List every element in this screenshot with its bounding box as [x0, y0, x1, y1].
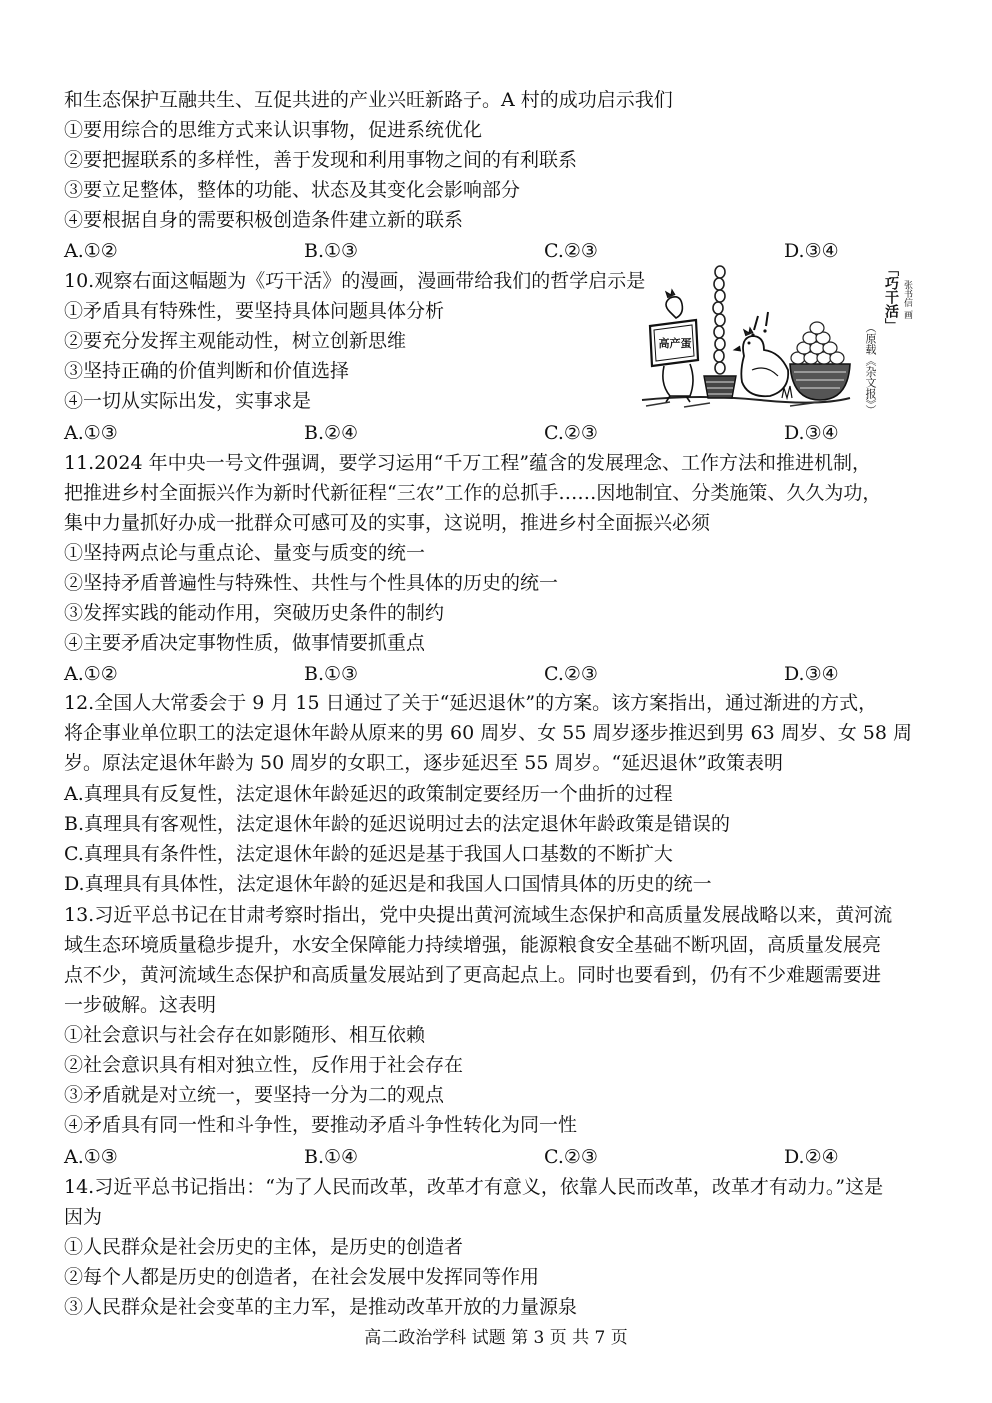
q12-stem-line-2: 将企事业单位职工的法定退休年龄从原来的男 60 周岁、女 55 周岁逐步推迟到男 63 周岁、女 58 周	[64, 722, 913, 744]
q13-statement-3: ③矛盾就是对立统一，要坚持一分为二的观点	[64, 1084, 445, 1106]
q9-option-b: B.①③	[304, 240, 359, 262]
q9-statement-3: ③要立足整体，整体的功能、状态及其变化会影响部分	[64, 179, 521, 201]
q12-option-c: C.真理具有条件性，法定退休年龄的延迟是基于我国人口基数的不断扩大	[64, 843, 673, 865]
q14-statement-3: ③人民群众是社会变革的主力军，是推动改革开放的力量源泉	[64, 1296, 578, 1318]
q10-option-c: C.②③	[544, 422, 598, 444]
q11-option-b: B.①③	[304, 663, 359, 685]
q13-statement-4: ④矛盾具有同一性和斗争性，要推动矛盾斗争性转化为同一性	[64, 1114, 578, 1136]
q9-statement-2: ②要把握联系的多样性，善于发现和利用事物之间的有利联系	[64, 149, 578, 171]
q12-stem-line-3: 岁。原法定退休年龄为 50 周岁的女职工，逐步延迟至 55 周岁。“延迟退休”政策表明	[64, 752, 783, 774]
q14-stem-line-1: 14.习近平总书记指出：“为了人民而改革，改革才有意义，依靠人民而改革，改革才有动力。”这是	[64, 1176, 884, 1198]
q13-options	[64, 1146, 928, 1168]
q10-statement-1: ①矛盾具有特殊性，要坚持具体问题具体分析	[64, 300, 445, 322]
q11-option-d: D.③④	[784, 663, 839, 685]
q9-option-c: C.②③	[544, 240, 598, 262]
q13-statement-1: ①社会意识与社会存在如影随形、相互依赖	[64, 1024, 426, 1046]
q13-option-a: A.①③	[64, 1146, 118, 1168]
q12-option-a: A.真理具有反复性，法定退休年龄延迟的政策制定要经历一个曲折的过程	[64, 783, 673, 805]
q13-stem-line-4: 一步破解。这表明	[64, 994, 217, 1016]
cartoon-source: （原载《杂文报》）	[864, 322, 877, 416]
q11-stem-line-1: 11.2024 年中央一号文件强调，要学习运用“千万工程”蕴含的发展理念、工作方法和推进机制，	[64, 452, 872, 474]
q11-stem-line-2: 把推进乡村全面振兴作为新时代新征程“三农”工作的总抓手……因地制宜、分类施策、久久为功，	[64, 482, 882, 504]
q9-option-d: D.③④	[784, 240, 839, 262]
q14-stem-line-2: 因为	[64, 1206, 103, 1228]
q11-option-a: A.①②	[64, 663, 118, 685]
q13-option-c: C.②③	[544, 1146, 598, 1168]
q11-options	[64, 663, 928, 685]
q9-options	[64, 240, 928, 262]
q12-option-d: D.真理具有具体性，法定退休年龄的延迟是和我国人口国情具体的历史的统一	[64, 873, 712, 895]
q11-option-c: C.②③	[544, 663, 598, 685]
q13-stem-line-1: 13.习近平总书记在甘肃考察时指出，党中央提出黄河流域生态保护和高质量发展战略以来，黄河流	[64, 904, 893, 926]
q14-statement-1: ①人民群众是社会历史的主体，是历史的创造者	[64, 1236, 464, 1258]
q9-statement-4: ④要根据自身的需要积极创造条件建立新的联系	[64, 209, 464, 231]
q11-statement-1: ①坚持两点论与重点论、量变与质变的统一	[64, 542, 426, 564]
q13-option-b: B.①④	[304, 1146, 359, 1168]
page-footer: 高二政治学科 试题 第 3 页 共 7 页	[364, 1328, 628, 1348]
q10-option-a: A.①③	[64, 422, 118, 444]
q13-statement-2: ②社会意识具有相对独立性，反作用于社会存在	[64, 1054, 464, 1076]
q11-statement-2: ②坚持矛盾普遍性与特殊性、共性与个性具体的历史的统一	[64, 572, 559, 594]
q14-statement-2: ②每个人都是历史的创造者，在社会发展中发挥同等作用	[64, 1266, 540, 1288]
q12-option-b: B.真理具有客观性，法定退休年龄的延迟说明过去的法定退休年龄政策是错误的	[64, 813, 731, 835]
q13-stem-line-3: 点不少，黄河流域生态保护和高质量发展站到了更高起点上。同时也要看到，仍有不少难题需要进	[64, 964, 882, 986]
q10-options	[64, 422, 928, 444]
q10-statement-4: ④一切从实际出发，实事求是	[64, 390, 312, 412]
q9-stem-continued: 和生态保护互融共生、互促共进的产业兴旺新路子。A 村的成功启示我们	[64, 89, 673, 111]
q10-statement-3: ③坚持正确的价值判断和价值选择	[64, 360, 350, 382]
q9-option-a: A.①②	[64, 240, 118, 262]
q12-stem-line-1: 12.全国人大常委会于 9 月 15 日通过了关于“延迟退休”的方案。该方案指出，通过渐进的方式，	[64, 692, 878, 714]
q10-option-d: D.③④	[784, 422, 839, 444]
q11-stem-line-3: 集中力量抓好办成一批群众可感可及的实事，这说明，推进乡村全面振兴必须	[64, 512, 711, 534]
cartoon-title: 「巧干活」	[883, 262, 899, 332]
cartoon-author: 张书信 画	[902, 280, 912, 319]
q10-stem: 10.观察右面这幅题为《巧干活》的漫画，漫画带给我们的哲学启示是	[64, 270, 646, 292]
q13-option-d: D.②④	[784, 1146, 839, 1168]
q10-statement-2: ②要充分发挥主观能动性，树立创新思维	[64, 330, 407, 352]
q10-option-b: B.②④	[304, 422, 359, 444]
q13-stem-line-2: 域生态环境质量稳步提升，水安全保障能力持续增强，能源粮食安全基础不断巩固，高质量发展亮	[64, 934, 882, 956]
cartoon-sign-text: 高产蛋	[658, 338, 692, 350]
q9-statement-1: ①要用综合的思维方式来认识事物，促进系统优化	[64, 119, 483, 141]
cartoon-illustration	[640, 260, 930, 416]
q11-statement-4: ④主要矛盾决定事物性质，做事情要抓重点	[64, 632, 426, 654]
q11-statement-3: ③发挥实践的能动作用，突破历史条件的制约	[64, 602, 445, 624]
